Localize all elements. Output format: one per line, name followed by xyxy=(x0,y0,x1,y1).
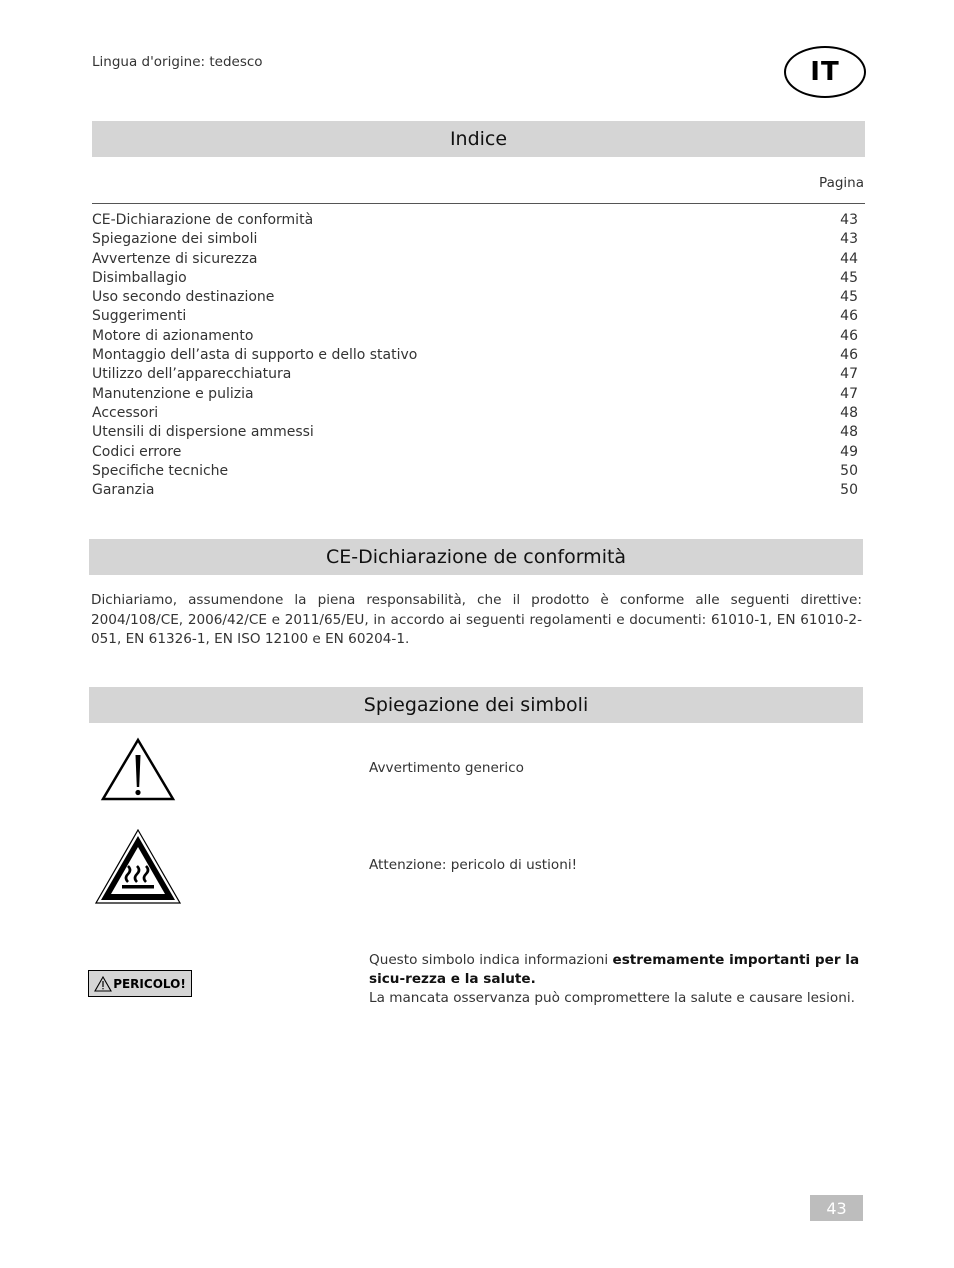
toc-entry-page: 44 xyxy=(840,250,858,267)
danger-description-lead: Questo simbolo indica informazioni xyxy=(369,952,613,968)
toc-entry-label: Avvertenze di sicurezza xyxy=(92,250,258,267)
toc-entry[interactable] xyxy=(92,307,858,326)
toc-entry-label: Garanzia xyxy=(92,482,155,499)
toc-entry-label: Suggerimenti xyxy=(92,308,187,325)
toc-entry[interactable] xyxy=(92,462,858,481)
toc-heading: Indice xyxy=(92,121,865,157)
ce-declaration-heading: CE-Dichiarazione de conformità xyxy=(89,539,863,575)
toc-entry-label: CE-Dichiarazione de conformità xyxy=(92,212,314,228)
toc-divider xyxy=(92,203,865,204)
toc-entry[interactable] xyxy=(92,404,858,423)
hot-surface-icon xyxy=(95,829,181,905)
origin-language-note: Lingua d'origine: tedesco xyxy=(92,54,263,70)
toc-entry-label: Codici errore xyxy=(92,443,182,460)
danger-description xyxy=(369,951,862,1008)
toc-entry[interactable] xyxy=(92,443,858,462)
ce-declaration-text: Dichiariamo, assumendone la piena responsabilità, che il prodotto è conforme alle seguenti direttive: 2004/108/CE, 2006/42/CE e 2011/65/EU, in accordo ai seguenti regolamenti e documenti: 61010-1, EN 61010-2-051, EN 61326-1, EN ISO 12100 e EN 60204-1. xyxy=(91,592,862,647)
toc-entry[interactable] xyxy=(92,423,858,442)
toc-entry[interactable] xyxy=(92,365,858,384)
danger-badge xyxy=(88,970,192,997)
toc-entry-page: 43 xyxy=(840,212,858,228)
toc-entry-label: Spiegazione dei simboli xyxy=(92,231,258,248)
toc-entry[interactable] xyxy=(92,230,858,249)
general-warning-description: Avvertimento generico xyxy=(369,760,524,776)
toc-entry[interactable] xyxy=(92,385,858,404)
toc-entry-page: 46 xyxy=(840,308,858,325)
toc-entry[interactable] xyxy=(92,481,858,500)
toc-entry-page: 43 xyxy=(840,231,858,248)
toc-entry-label: Utilizzo dell’apparecchiatura xyxy=(92,366,292,383)
toc-page-column-label: Pagina xyxy=(819,175,864,191)
danger-badge-label: PERICOLO! xyxy=(113,976,186,991)
toc-entry-label: Motore di azionamento xyxy=(92,327,254,344)
toc-entry-page: 46 xyxy=(840,327,858,344)
toc-entry[interactable] xyxy=(92,250,858,269)
warning-triangle-icon xyxy=(94,976,112,992)
toc-entry[interactable] xyxy=(92,346,858,365)
toc-entry[interactable] xyxy=(92,269,858,288)
toc-entry[interactable] xyxy=(92,327,858,346)
toc-entry-page: 49 xyxy=(840,443,858,460)
language-badge: IT xyxy=(784,46,866,98)
toc-entry-page: 45 xyxy=(840,289,858,306)
toc-entry-page: 50 xyxy=(840,482,858,499)
toc-entry-page: 48 xyxy=(840,404,858,421)
toc-entry-page: 50 xyxy=(840,462,858,479)
toc-entry-label: Disimballagio xyxy=(92,269,187,286)
toc-entry[interactable] xyxy=(92,288,858,307)
toc-entry-page: 47 xyxy=(840,385,858,402)
danger-description-emphasis: estremamente importanti per la sicu-rezza e la salute. xyxy=(369,952,860,987)
toc-entry-page: 47 xyxy=(840,366,858,383)
danger-description-consequence: La mancata osservanza può compromettere la salute e causare lesioni. xyxy=(369,990,855,1006)
toc-entry-label: Montaggio dell’asta di supporto e dello stativo xyxy=(92,347,418,364)
symbols-heading: Spiegazione dei simboli xyxy=(89,687,863,723)
page-number: 43 xyxy=(810,1195,863,1221)
hot-surface-description: Attenzione: pericolo di ustioni! xyxy=(369,857,578,873)
toc-entry-label: Specifiche tecniche xyxy=(92,462,229,479)
toc-entry-page: 48 xyxy=(840,424,858,441)
toc-entry-label: Manutenzione e pulizia xyxy=(92,385,254,402)
toc-entry-label: Accessori xyxy=(92,404,159,421)
toc-entry-label: Uso secondo destinazione xyxy=(92,289,275,306)
toc-entry-label: Utensili di dispersione ammessi xyxy=(92,424,314,441)
toc-entry[interactable] xyxy=(92,211,858,230)
toc-entry-page: 46 xyxy=(840,347,858,364)
warning-triangle-icon xyxy=(100,737,176,803)
toc-list xyxy=(92,211,858,500)
toc-entry-page: 45 xyxy=(840,269,858,286)
